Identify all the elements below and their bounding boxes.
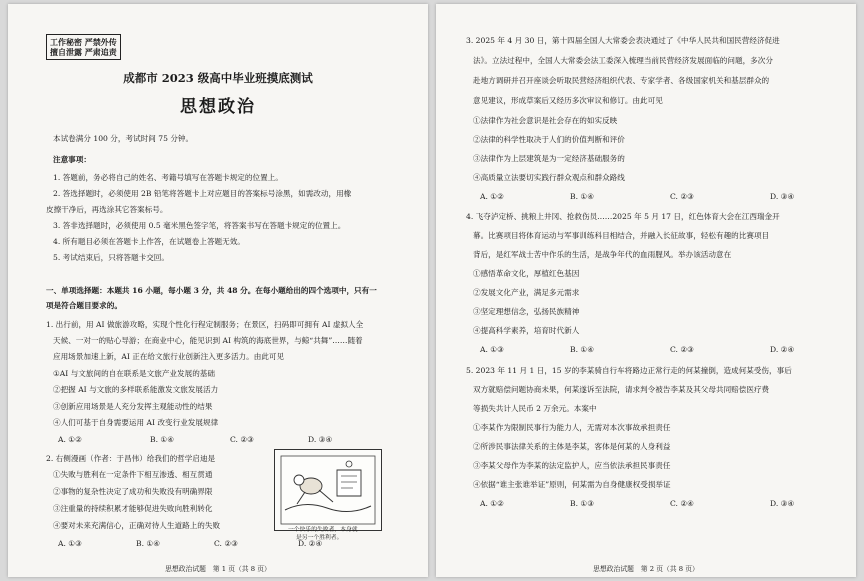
q1-stem: 1. 出行前，用 AI 做旅游攻略，实现个性化行程定制服务；在景区，扫码即可拥有 AI 虚拟人全 (46, 320, 364, 329)
q3-stem: 法》。立法过程中，全国人大常委会法工委深入梳理当前民营经济发展面临的问题，多次分 (473, 56, 773, 65)
q3-stem: 意见建议，形成草案后又经历多次审议和修订。由此可见 (473, 96, 663, 105)
q2-item: ④要对未来充满信心，正确对待人生道路上的失败 (53, 521, 221, 530)
option-c[interactable]: C. ②③ (670, 345, 694, 354)
option-c[interactable]: C. ②④ (670, 499, 694, 508)
subject-title: 思想政治 (180, 97, 256, 117)
q1-item: ①AI 与文旅间的自在联系是文旅产业发展的基础 (53, 369, 215, 378)
q1-stem: 应用场景加速上新，AI 正在给文旅行业创新注入更多活力。由此可见 (53, 352, 285, 361)
option-a[interactable]: A. ①② (480, 192, 504, 201)
q3-item: ③法律作为上层建筑是为一定经济基础服务的 (473, 154, 625, 163)
option-c[interactable]: C. ②③ (214, 539, 238, 548)
section-heading: 一、单项选择题：本题共 16 小题，每小题 3 分，共 48 分。在每小题给出的四个选项中，只有一 (46, 286, 377, 295)
confidential-line-1: 工作秘密 严禁外传 (50, 37, 117, 47)
q5-stem: 等损失共计人民币 2 万余元。本案中 (473, 404, 597, 413)
option-b[interactable]: B. ①③ (570, 499, 595, 508)
exam-page-1 (8, 4, 428, 577)
cartoon-illustration (274, 449, 382, 531)
notice-line: 5. 考试结束后，只将答题卡交回。 (53, 253, 169, 262)
section-heading-cont: 项是符合题目要求的。 (46, 301, 122, 310)
option-d[interactable]: D. ②④ (298, 539, 323, 548)
cartoon-caption-line-1: 一个快乐的失败者，本身就 (288, 527, 358, 533)
q5-stem: 5. 2023 年 11 月 1 日，15 岁的李某骑自行车将路边正常行走的何某撞倒，造成何某受伤，事后 (466, 366, 792, 375)
notice-heading: 注意事项： (53, 155, 91, 164)
q4-item: ③坚定理想信念，弘扬民族精神 (473, 307, 580, 316)
q1-item: ③创新应用场景是人充分发挥主观能动性的结果 (53, 402, 213, 411)
option-a[interactable]: A. ①③ (58, 539, 82, 548)
q3-stem: 3. 2025 年 4 月 30 日，第十四届全国人大常委会表决通过了《中华人民共和国民营经济促进 (466, 36, 780, 45)
q4-item: ②发展文化产业，满足多元需求 (473, 288, 580, 297)
q2-stem: 2. 右侧漫画（作者：于昌伟）给我们的哲学启迪是 (46, 454, 216, 463)
option-a[interactable]: A. ①② (480, 499, 504, 508)
q2-item: ③注重量的持续积累才能够促进失败向胜利转化 (53, 504, 213, 513)
q1-item: ②把握 AI 与文旅的多样联系能激发文旅发展活力 (53, 385, 219, 394)
q2-item: ①失败与胜利在一定条件下相互渗透、相互贯通 (53, 470, 213, 479)
option-d[interactable]: D. ③④ (770, 192, 795, 201)
q4-item: ④提高科学素养，培育时代新人 (473, 326, 580, 335)
option-b[interactable]: B. ①④ (570, 345, 595, 354)
exam-intro: 本试卷满分 100 分，考试时间 75 分钟。 (53, 134, 194, 143)
q3-stem: 赴地方调研并召开座谈会听取民营经济组织代表、专家学者、各级国家机关和基层群众的 (473, 76, 770, 85)
notice-line: 4. 所有题目必须在答题卡上作答，在试题卷上答题无效。 (53, 237, 245, 246)
q5-item: ①李某作为限制民事行为能力人，无需对本次事故承担责任 (473, 423, 671, 432)
page-footer: 思想政治试题 第 1 页（共 8 页） (165, 565, 271, 573)
option-b[interactable]: B. ①④ (150, 435, 175, 444)
notice-line: 3. 答非选择题时，必须使用 0.5 毫米黑色签字笔，将答案书写在答题卡规定的位置上。 (53, 221, 346, 230)
cartoon-caption-line-2: 是另一个胜利者。 (296, 535, 343, 541)
q4-stem: 幕。比赛项目将体育运动与军事训练科目相结合，并融入长征故事，轻松有趣的比赛项目 (473, 231, 770, 240)
q5-item: ②所涉民事法律关系的主体是李某，客体是何某的人身利益 (473, 442, 671, 451)
q5-item: ④依据“谁主张谁举证”原则，何某需为自身健康权受损举证 (473, 480, 671, 489)
notice-line: 皮擦干净后，再选涂其它答案标号。 (46, 205, 168, 214)
option-d[interactable]: D. ③④ (770, 499, 795, 508)
option-c[interactable]: C. ②③ (230, 435, 254, 444)
q4-stem: 4. 飞夺泸定桥、挑粮上井冈、抢救伤员……2025 年 5 月 17 日，红色体育大会在江西瑞金开 (466, 212, 780, 221)
exam-title: 成都市 2023 级高中毕业班摸底测试 (123, 71, 313, 85)
option-d[interactable]: D. ③④ (308, 435, 333, 444)
confidential-line-2: 擅自泄露 严肃追责 (50, 47, 117, 57)
q3-item: ①法律作为社会意识是社会存在的如实反映 (473, 116, 618, 125)
option-b[interactable]: B. ①④ (136, 539, 161, 548)
notice-line: 1. 答题前，务必将自己的姓名、考籍号填写在答题卡规定的位置上。 (53, 173, 283, 182)
option-a[interactable]: A. ①③ (480, 345, 504, 354)
q3-item: ④高质量立法要切实践行群众观点和群众路线 (473, 173, 625, 182)
q5-stem: 双方就赔偿问题协商未果，何某遂诉至法院，请求判令被告李某及其父母共同赔偿医疗费 (473, 385, 770, 394)
q3-item: ②法律的科学性取决于人们的价值判断和评价 (473, 135, 625, 144)
page-footer: 思想政治试题 第 2 页（共 8 页） (593, 565, 699, 573)
q1-item: ④人们可基于自身需要运用 AI 改变行业发展规律 (53, 418, 219, 427)
notice-line: 2. 答选择题时，必须使用 2B 铅笔将答题卡上对应题目的答案标号涂黑，如需改动，用橡 (53, 189, 352, 198)
exam-page-2 (436, 4, 856, 577)
confidential-stamp (46, 34, 121, 60)
q4-item: ①感悟革命文化，厚植红色基因 (473, 269, 580, 278)
q2-item: ②事物的复杂性决定了成功和失败没有明确界限 (53, 487, 213, 496)
q1-stem: 天候、一对一的贴心导游；在商业中心，能见识到 AI 构筑的海底世界，与鲸“共舞”……随着 (53, 336, 363, 345)
option-b[interactable]: B. ①④ (570, 192, 595, 201)
option-a[interactable]: A. ①② (58, 435, 82, 444)
q4-stem: 背后，是红军战士苦中作乐的生活，是战争年代的血雨腥风。举办该活动意在 (473, 250, 732, 259)
q5-item: ③李某父母作为李某的法定监护人，应当依法承担民事责任 (473, 461, 671, 470)
cartoon-drawing (275, 450, 381, 530)
option-c[interactable]: C. ②③ (670, 192, 694, 201)
option-d[interactable]: D. ②④ (770, 345, 795, 354)
